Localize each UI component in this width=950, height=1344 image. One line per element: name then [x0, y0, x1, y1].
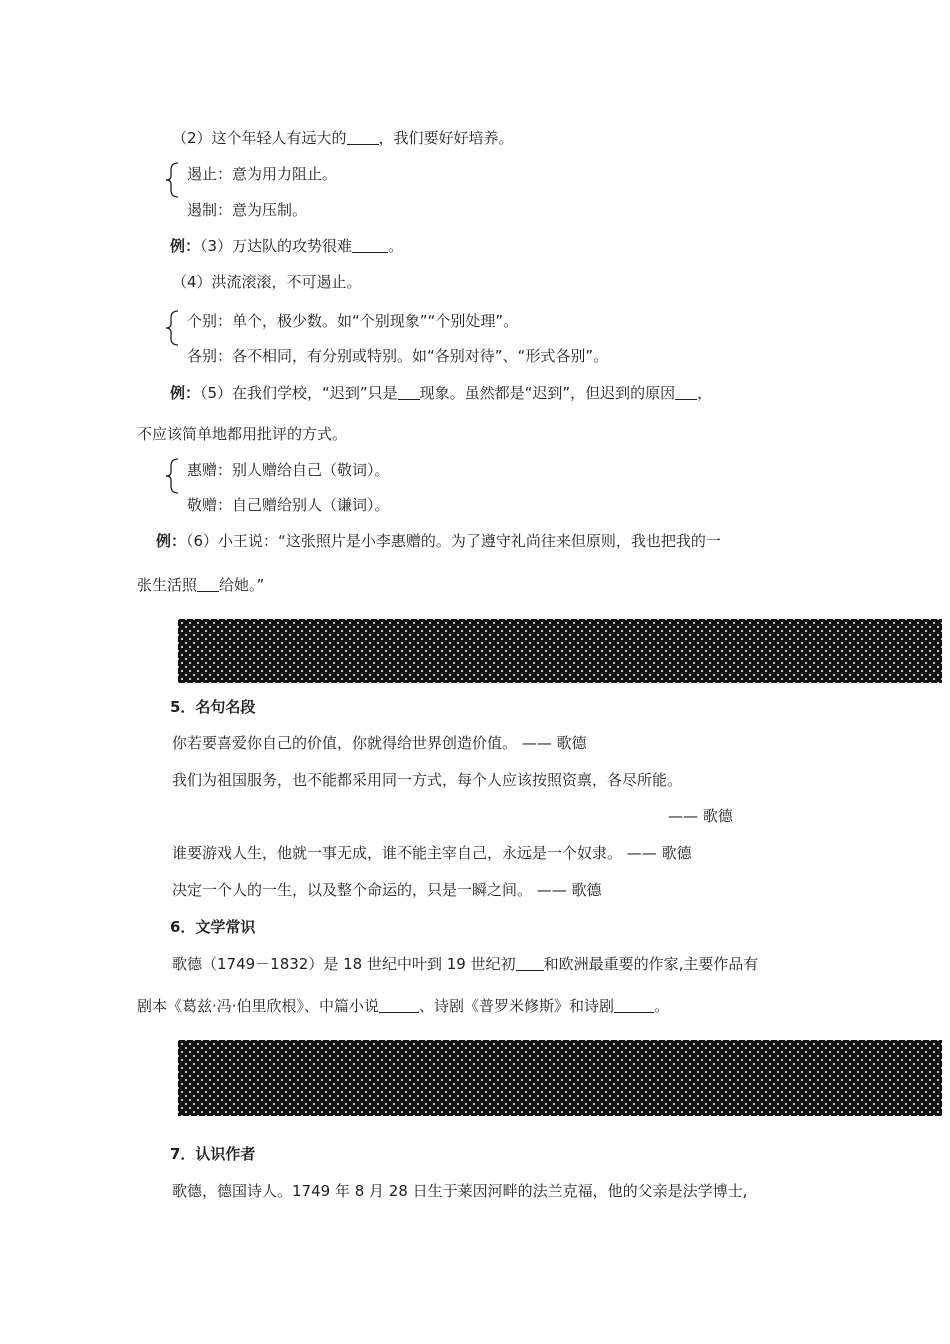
quote-2-author: —— 歌德	[668, 807, 733, 825]
pair1-a: 遏止：意为用力阻止。	[187, 165, 338, 183]
ex6-blank[interactable]	[197, 577, 219, 592]
quote-3: 谁要游戏人生，他就一事无成，谁不能主宰自己，永远是一个奴隶。 —— 歌德	[172, 844, 692, 862]
sec6-blank-3[interactable]	[614, 998, 654, 1013]
q4-line: （4）洪流滚滚，不可遏止。	[172, 273, 362, 291]
brace-pair2	[164, 310, 178, 346]
pair2-b: 各别：各不相同，有分别或特别。如“各别对待”、“形式各别”。	[187, 347, 609, 365]
sec6-blank-2[interactable]	[379, 998, 419, 1013]
ex5-line2: 不应该简单地都用批评的方式。	[137, 425, 348, 443]
quote-4: 决定一个人的一生，以及整个命运的，只是一瞬之间。 —— 歌德	[172, 881, 602, 899]
quote-2: 我们为祖国服务，也不能都采用同一方式，每个人应该按照资禀，各尽所能。	[172, 771, 683, 789]
ex3-line: 例：（3）万达队的攻势很难 。	[170, 237, 404, 255]
sec6-line2: 剧本《葛兹·冯·伯里欣根》、中篇小说 、诗剧《普罗米修斯》和诗剧 。	[137, 997, 670, 1015]
brace-pair3	[164, 458, 178, 494]
q2-line: （2）这个年轻人有远大的 ，我们要好好培养。	[172, 129, 514, 147]
ex5-line1: 例：（5）在我们学校，“迟到”只是 现象。虽然都是“迟到”，但迟到的原因 ，	[170, 384, 713, 402]
section-6-title: 6．文学常识	[170, 918, 256, 936]
pair3-b: 敬赠：自己赠给别人（谦词）。	[187, 496, 390, 514]
pair1-b: 遏制：意为压制。	[187, 201, 308, 219]
section-5-title: 5．名句名段	[170, 698, 256, 716]
ex3-blank[interactable]	[352, 238, 388, 253]
section-7-title: 7．认识作者	[170, 1145, 256, 1163]
quote-1: 你若要喜爱你自己的价值，你就得给世界创造价值。 —— 歌德	[172, 734, 587, 752]
ex6-line1: 例：（6）小王说：“这张照片是小李惠赠的。为了遵守礼尚往来但原则，我也把我的一	[156, 532, 721, 550]
ex5-blank-1[interactable]	[398, 385, 420, 400]
redacted-band	[178, 619, 942, 683]
ex6-line2: 张生活照 给她。”	[137, 576, 265, 594]
sec6-line1: 歌德（1749－1832）是 18 世纪中叶到 19 世纪初 和欧洲最重要的作家,主要作品有	[172, 955, 759, 973]
pair2-a: 个别：单个，极少数。如“个别现象”“个别处理”。	[187, 312, 519, 330]
sec6-blank-1[interactable]	[516, 956, 544, 971]
brace-pair1	[164, 162, 178, 198]
ex5-blank-2[interactable]	[675, 385, 697, 400]
q2-blank[interactable]	[347, 130, 379, 145]
sec7-line1: 歌德，德国诗人。1749 年 8 月 28 日生于莱因河畔的法兰克福，他的父亲是法学博士,	[172, 1182, 748, 1200]
redacted-band	[178, 1040, 942, 1116]
pair3-a: 惠赠：别人赠给自己（敬词）。	[187, 461, 390, 479]
